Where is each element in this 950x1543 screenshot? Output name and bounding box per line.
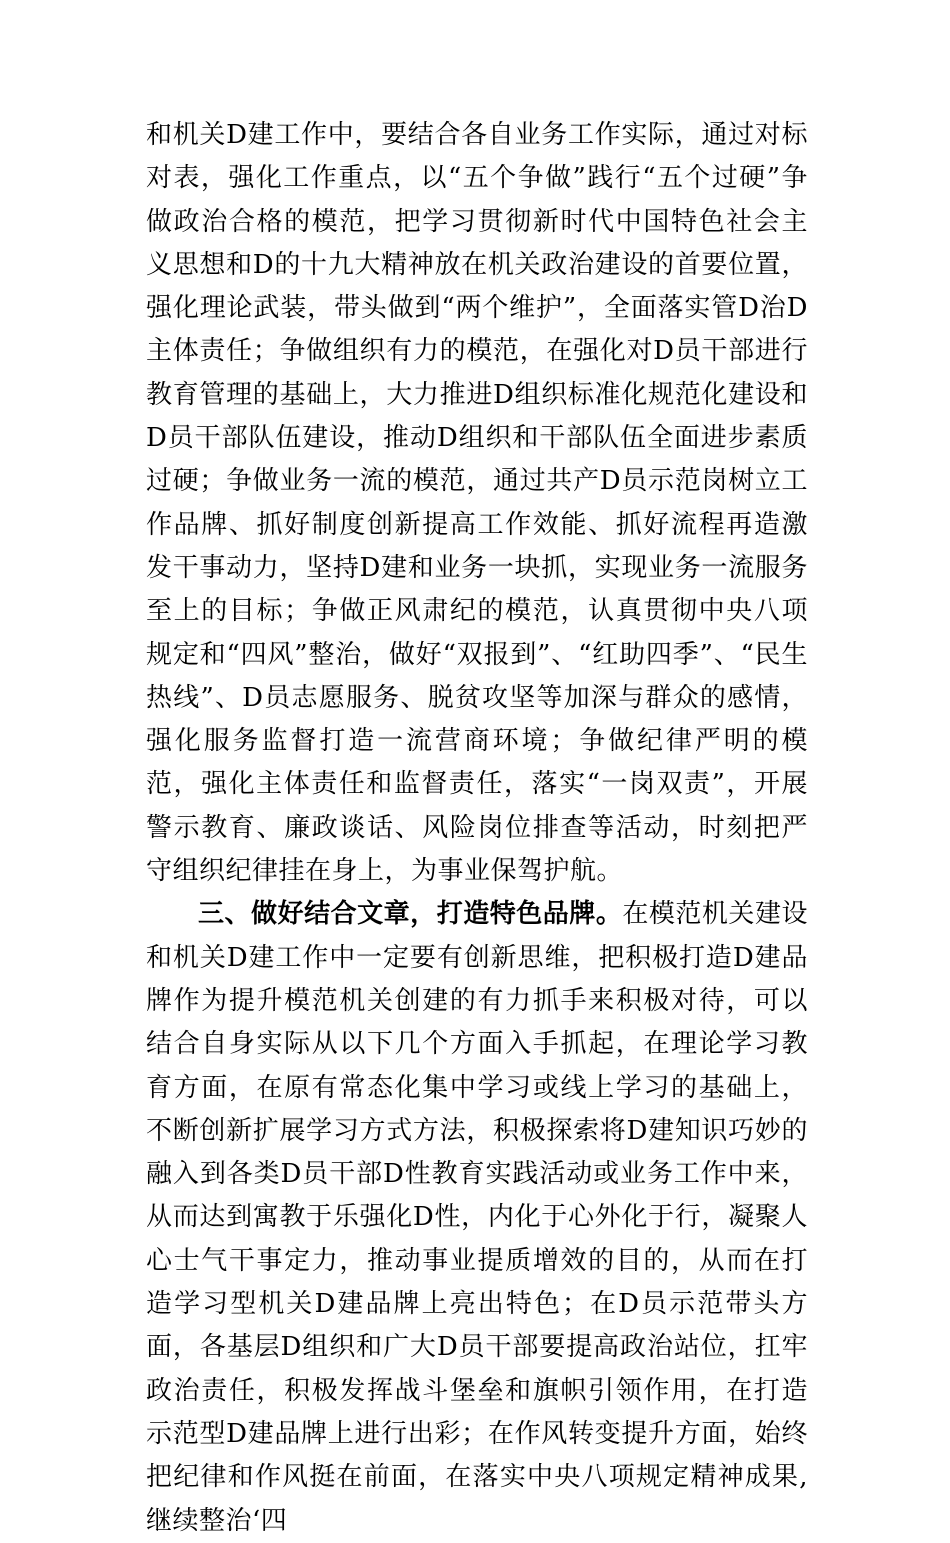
section-three-heading: 三、做好结合文章，打造特色品牌。 [198,899,623,930]
paragraph-1-text: 和机关D建工作中，要结合各自业务工作实际，通过对标对表，强化工作重点，以“五个争做”践行“五个过硬”争做政治合格的模范，把学习贯彻新时代中国特色社会主义思想和D的十九大精神放在机关政治建设的首要位置，强化理论武装，带头做到“两个维护”，全面落实管D治D主体责任；争做组织有力的模范，在强化对D员干部进行教育管理的基础上，大力推进D组织标准化规范化建设和D员干部队伍建设，推动D组织和干部队伍全面进步素质过硬；争做业务一流的模范，通过共产D员示范岗树立工作品牌、抓好制度创新提高工作效能、抓好流程再造激发干事动力，坚持D建和业务一块抓，实现业务一流服务至上的目标；争做正风肃纪的模范，认真贯彻中央八项规定和“四风”整治，做好“双报到”、“红助四季”、“民生热线”、D员志愿服务、脱贫攻坚等加深与群众的感情，强化服务监督打造一流营商环境；争做纪律严明的模范，强化主体责任和监督责任，落实“一岗双责”，开展警示教育、廉政谈话、风险岗位排查等活动，时刻把严守组织纪律挂在身上，为事业保驾护航。 [146,120,808,887]
paragraph-section-three [146,893,808,1542]
document-body [146,114,808,1543]
section-three-body: 在模范机关建设和机关D建工作中一定要有创新思维，把积极打造D建品牌作为提升模范机关创建的有力抓手来积极对待，可以结合自身实际从以下几个方面入手抓起，在理论学习教育方面，在原有常态化集中学习或线上学习的基础上，不断创新扩展学习方式方法，积极探索将D建知识巧妙的融入到各类D员干部D性教育实践活动或业务工作中来，从而达到寓教于乐强化D性，内化于心外化于行，凝聚人心士气干事定力，推动事业提质增效的目的，从而在打造学习型机关D建品牌上亮出特色；在D员示范带头方面，各基层D组织和广大D员干部要提高政治站位，扛牢政治责任，积极发挥战斗堡垒和旗帜引领作用，在打造示范型D建品牌上进行出彩；在作风转变提升方面，始终把纪律和作风挺在前面，在落实中央八项规定精神成果,继续整治‘四 [146,899,808,1536]
paragraph-continued [146,114,808,893]
